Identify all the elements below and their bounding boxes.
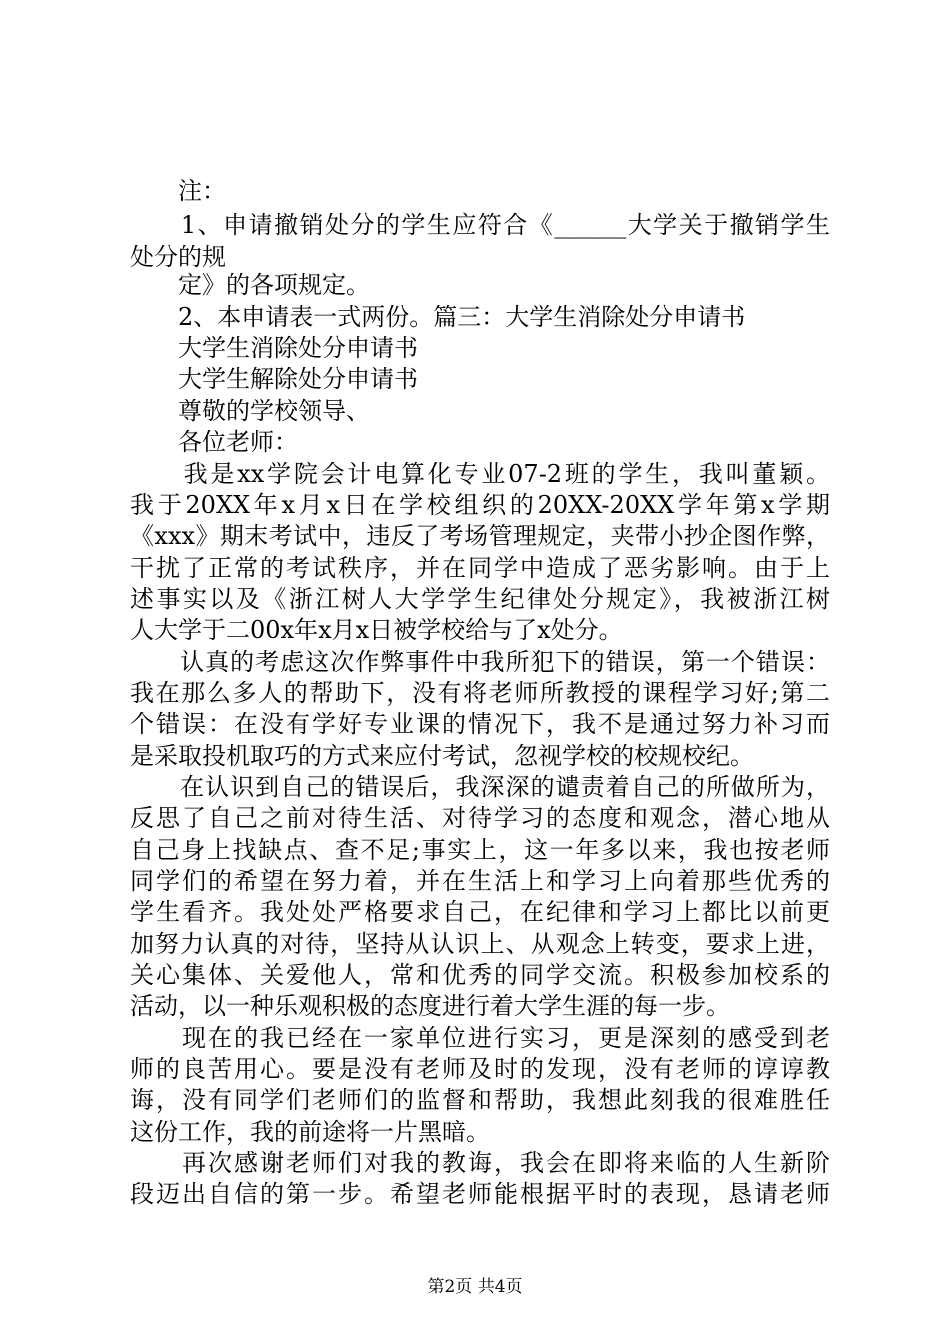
text-line: 个错误：在没有学好专业课的情况下，我不是通过努力补习而: [130, 710, 830, 738]
text-line: 是采取投机取巧的方式来应付考试，忽视学校的校规校纪。: [130, 742, 754, 770]
text-line: 诲，没有同学们老师们的监督和帮助，我想此刻我的很难胜任: [130, 1086, 830, 1114]
text-line: 我是xx学院会计电算化专业07-2班的学生，我叫董颖。: [130, 460, 830, 488]
text-line: 《xxx》期末考试中，违反了考场管理规定，夹带小抄企图作弊，: [130, 522, 830, 550]
page-number: 第2页 共4页: [427, 1277, 523, 1297]
text-line: 2、本申请表一式两份。篇三：大学生消除处分申请书: [130, 303, 746, 331]
text-line: 活动，以一种乐观积极的态度进行着大学生涯的每一步。: [130, 992, 730, 1020]
text-line: 加努力认真的对待，坚持从认识上、从观念上转变，要求上进，: [130, 930, 830, 958]
text-line: 自己身上找缺点、查不足;事实上，这一年多以来，我也按老师: [130, 836, 830, 864]
text-line: 人大学于二00x年x月x日被学校给与了x处分。: [130, 616, 623, 644]
text-line: 认真的考虑这次作弊事件中我所犯下的错误，第一个错误：: [130, 648, 830, 676]
page-footer: [0, 1275, 950, 1299]
text-line: 处分的规: [130, 243, 226, 271]
text-line: 干扰了正常的考试秩序，并在同学中造成了恶劣影响。由于上: [130, 554, 830, 582]
text-line: 师的良苦用心。要是没有老师及时的发现，没有老师的谆谆教: [130, 1055, 830, 1083]
text-line: 现在的我已经在一家单位进行实习，更是深刻的感受到老: [130, 1024, 830, 1052]
text-line: 我于20XX年x月x日在学校组织的20XX-20XX学年第x学期: [130, 491, 830, 519]
text-line: 尊敬的学校领导、: [130, 397, 370, 425]
text-line: 关心集体、关爱他人，常和优秀的同学交流。积极参加校系的: [130, 961, 830, 989]
text-line: 我在那么多人的帮助下，没有将老师所教授的课程学习好;第二: [130, 679, 830, 707]
text-line: 在认识到自己的错误后，我深深的谴责着自己的所做所为，: [130, 773, 830, 801]
text-line: 同学们的希望在努力着，并在生活上和学习上向着那些优秀的: [130, 867, 830, 895]
text-line: 大学生消除处分申请书: [130, 334, 418, 362]
text-line: 反思了自己之前对待生活、对待学习的态度和观念，潜心地从: [130, 804, 830, 832]
text-line: 大学生解除处分申请书: [130, 365, 418, 393]
text-line: 注：: [130, 177, 226, 205]
text-line: 这份工作，我的前途将一片黑暗。: [130, 1118, 490, 1146]
text-line: 定》的各项规定。: [130, 271, 370, 299]
text-line: 各位老师：: [130, 428, 298, 456]
text-line: 再次感谢老师们对我的教诲，我会在即将来临的人生新阶: [130, 1149, 830, 1177]
text-line: 1、申请撤销处分的学生应符合《______大学关于撤销学生: [130, 211, 830, 239]
text-line: 学生看齐。我处处严格要求自己，在纪律和学习上都比以前更: [130, 898, 830, 926]
text-line: 段迈出自信的第一步。希望老师能根据平时的表现，恳请老师: [130, 1180, 830, 1208]
text-line: 述事实以及《浙江树人大学学生纪律处分规定》，我被浙江树: [130, 585, 830, 613]
